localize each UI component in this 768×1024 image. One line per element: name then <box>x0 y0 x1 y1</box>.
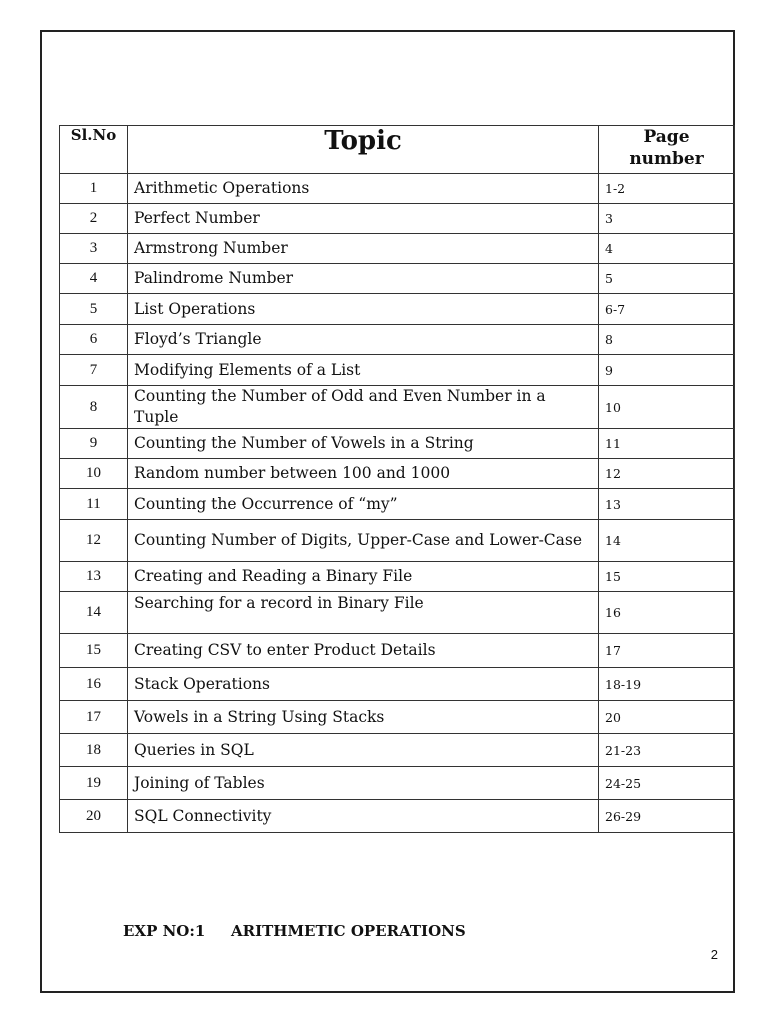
page-cell: 3 <box>599 204 735 234</box>
topic-cell: Arithmetic Operations <box>128 174 599 204</box>
topic-cell: Armstrong Number <box>128 234 599 264</box>
experiment-title: ARITHMETIC OPERATIONS <box>231 922 466 940</box>
table-row <box>60 520 735 562</box>
sl-no-cell: 9 <box>60 429 128 459</box>
table-row <box>60 489 735 520</box>
table-row <box>60 174 735 204</box>
page-cell: 11 <box>599 429 735 459</box>
topic-cell: List Operations <box>128 294 599 325</box>
topic-cell: Queries in SQL <box>128 734 599 767</box>
table-row <box>60 767 735 800</box>
table-row <box>60 592 735 634</box>
sl-no-cell: 14 <box>60 592 128 634</box>
experiment-heading <box>123 922 466 940</box>
sl-no-cell: 2 <box>60 204 128 234</box>
page-cell: 20 <box>599 701 735 734</box>
table-row <box>60 204 735 234</box>
table-row <box>60 325 735 355</box>
table-row <box>60 459 735 489</box>
sl-no-cell: 11 <box>60 489 128 520</box>
page-cell: 26-29 <box>599 800 735 833</box>
topic-cell: Floyd’s Triangle <box>128 325 599 355</box>
topic-cell: SQL Connectivity <box>128 800 599 833</box>
sl-no-cell: 20 <box>60 800 128 833</box>
page-cell: 18-19 <box>599 668 735 701</box>
sl-no-cell: 4 <box>60 264 128 294</box>
table-row <box>60 562 735 592</box>
topic-cell: Modifying Elements of a List <box>128 355 599 386</box>
table-row <box>60 294 735 325</box>
table-row <box>60 668 735 701</box>
page-cell: 21-23 <box>599 734 735 767</box>
table-header-row <box>60 126 735 174</box>
experiment-number: EXP NO:1 <box>123 922 206 940</box>
table-row <box>60 800 735 833</box>
page-cell: 24-25 <box>599 767 735 800</box>
sl-no-cell: 13 <box>60 562 128 592</box>
sl-no-cell: 19 <box>60 767 128 800</box>
page-cell: 1-2 <box>599 174 735 204</box>
topic-cell: Stack Operations <box>128 668 599 701</box>
page-cell: 8 <box>599 325 735 355</box>
header-sl-no: Sl.No <box>60 126 128 174</box>
page-cell: 12 <box>599 459 735 489</box>
page-cell: 14 <box>599 520 735 562</box>
topic-cell: Searching for a record in Binary File <box>128 592 599 634</box>
table-row <box>60 429 735 459</box>
topic-cell: Vowels in a String Using Stacks <box>128 701 599 734</box>
topic-cell: Counting the Occurrence of “my” <box>128 489 599 520</box>
page-cell: 10 <box>599 386 735 429</box>
page-cell: 6-7 <box>599 294 735 325</box>
table-body <box>60 174 735 833</box>
table-row <box>60 701 735 734</box>
sl-no-cell: 10 <box>60 459 128 489</box>
topic-cell: Counting the Number of Vowels in a String <box>128 429 599 459</box>
page-cell: 9 <box>599 355 735 386</box>
sl-no-cell: 16 <box>60 668 128 701</box>
sl-no-cell: 17 <box>60 701 128 734</box>
table-row <box>60 634 735 668</box>
sl-no-cell: 8 <box>60 386 128 429</box>
topic-cell: Counting Number of Digits, Upper-Case and Lower-Case <box>128 520 599 562</box>
table-row <box>60 234 735 264</box>
sl-no-cell: 3 <box>60 234 128 264</box>
header-page-number: Page number <box>599 126 735 174</box>
sl-no-cell: 7 <box>60 355 128 386</box>
sl-no-cell: 5 <box>60 294 128 325</box>
page-cell: 15 <box>599 562 735 592</box>
table-row <box>60 386 735 429</box>
header-topic: Topic <box>128 126 599 174</box>
page-cell: 16 <box>599 592 735 634</box>
topic-cell: Creating CSV to enter Product Details <box>128 634 599 668</box>
sl-no-cell: 18 <box>60 734 128 767</box>
sl-no-cell: 1 <box>60 174 128 204</box>
topic-cell: Creating and Reading a Binary File <box>128 562 599 592</box>
page-cell: 5 <box>599 264 735 294</box>
table-row <box>60 355 735 386</box>
table-of-contents <box>59 125 735 833</box>
sl-no-cell: 6 <box>60 325 128 355</box>
topic-cell: Palindrome Number <box>128 264 599 294</box>
page-cell: 17 <box>599 634 735 668</box>
page-cell: 4 <box>599 234 735 264</box>
sl-no-cell: 12 <box>60 520 128 562</box>
topic-cell: Counting the Number of Odd and Even Number in a Tuple <box>128 386 599 429</box>
table-row <box>60 734 735 767</box>
topic-cell: Random number between 100 and 1000 <box>128 459 599 489</box>
sl-no-cell: 15 <box>60 634 128 668</box>
topic-cell: Perfect Number <box>128 204 599 234</box>
table-row <box>60 264 735 294</box>
page-number: 2 <box>710 947 718 962</box>
topic-cell: Joining of Tables <box>128 767 599 800</box>
page-cell: 13 <box>599 489 735 520</box>
